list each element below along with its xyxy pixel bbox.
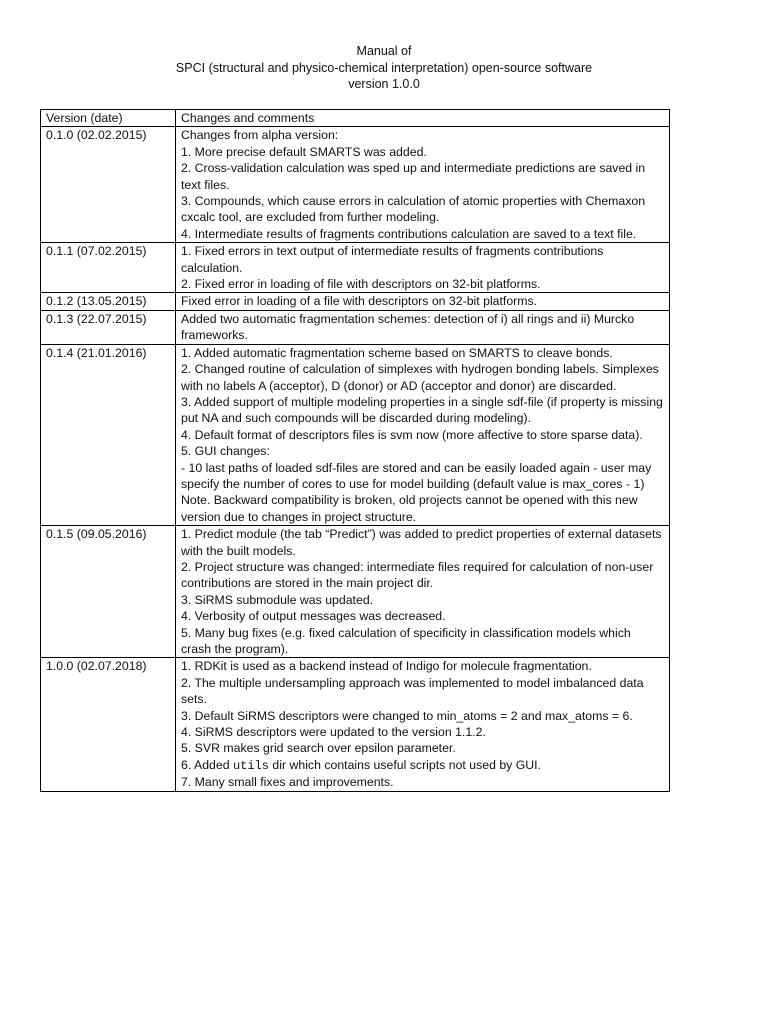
table-row xyxy=(41,293,670,310)
table-header-row xyxy=(41,110,670,127)
change-line: - 10 last paths of loaded sdf-files are stored and can be easily loaded again - user may specify the number of cores to use for model building (default value is max_cores - 1) xyxy=(181,460,652,491)
change-line: 4. Default format of descriptors files is svm now (more affective to store sparse data). xyxy=(181,427,643,442)
change-line: 2. The multiple undersampling approach was implemented to model imbalanced data sets. xyxy=(181,675,644,707)
change-line: 4. SiRMS descriptors were updated to the version 1.1.2. xyxy=(181,725,486,740)
change-line: 5. Many bug fixes (e.g. fixed calculation of specificity in classification models which crash the program). xyxy=(181,625,631,656)
version-cell: 0.1.4 (21.01.2016) xyxy=(41,344,176,525)
version-cell: 0.1.2 (13.05.2015) xyxy=(41,293,176,310)
version-cell: 0.1.1 (07.02.2015) xyxy=(41,243,176,293)
change-line: 2. Cross-validation calculation was sped up and intermediate predictions are saved in text files. xyxy=(181,161,646,192)
column-header-version: Version (date) xyxy=(41,110,176,127)
version-cell: 0.1.5 (09.05.2016) xyxy=(41,526,176,658)
change-line: 1. Added automatic fragmentation scheme based on SMARTS to cleave bonds. xyxy=(181,345,613,360)
version-cell: 1.0.0 (02.07.2018) xyxy=(41,658,176,791)
version-cell: 0.1.0 (02.02.2015) xyxy=(41,127,176,243)
change-line: 5. SVR makes grid search over epsilon parameter. xyxy=(181,741,456,756)
table-row xyxy=(41,127,670,243)
changes-cell xyxy=(176,310,670,344)
table-row xyxy=(41,310,670,344)
software-name: SPCI (structural and physico-chemical interpretation) open-source software xyxy=(175,60,593,75)
change-line: 5. GUI changes: xyxy=(181,444,270,459)
changes-cell xyxy=(176,293,670,310)
changes-cell xyxy=(176,526,670,658)
change-line: 1. Fixed errors in text output of intermediate results of fragments contributions calculation. xyxy=(181,244,604,275)
change-line: 3. Default SiRMS descriptors were changed to min_atoms = 2 and max_atoms = 6. xyxy=(181,708,633,723)
change-line-prefix: 6. Added xyxy=(181,757,233,772)
change-line: 1. Predict module (the tab “Predict”) was added to predict properties of external datasets with the built models. xyxy=(181,527,662,558)
change-line: 3. SiRMS submodule was updated. xyxy=(181,592,374,607)
table-row xyxy=(41,344,670,525)
version-label: version 1.0.0 xyxy=(348,77,420,91)
change-line: 3. Compounds, which cause errors in calculation of atomic properties with Chemaxon cxcalc tool, are excluded from further modeling. xyxy=(181,194,646,225)
version-cell: 0.1.3 (22.07.2015) xyxy=(41,310,176,344)
change-line: 2. Fixed error in loading of file with descriptors on 32-bit platforms. xyxy=(181,277,541,292)
change-line: 1. RDKit is used as a backend instead of Indigo for molecule fragmentation. xyxy=(181,659,592,674)
changes-cell xyxy=(176,243,670,293)
change-line-suffix: dir which contains useful scripts not used by GUI. xyxy=(268,757,542,772)
manual-title: Manual of xyxy=(356,44,412,58)
change-line: 2. Project structure was changed: intermediate files required for calculation of non-user contributions are stored in the main project dir. xyxy=(181,559,654,591)
change-line: 7. Many small fixes and improvements. xyxy=(181,775,394,790)
change-line: 2. Changed routine of calculation of simplexes with hydrogen bonding labels. Simplexes with no labels A (acceptor), D (donor) or AD (acceptor and donor) are discarded. xyxy=(181,362,659,393)
change-line: Added two automatic fragmentation schemes: detection of i) all rings and ii) Murcko frameworks. xyxy=(181,311,635,343)
table-row xyxy=(41,243,670,293)
change-line: 4. Verbosity of output messages was decreased. xyxy=(181,609,446,624)
table-row xyxy=(41,526,670,658)
column-header-changes: Changes and comments xyxy=(176,110,670,127)
change-line: Note. Backward compatibility is broken, old projects cannot be opened with this new version due to changes in project structure. xyxy=(181,493,638,524)
change-line: 3. Added support of multiple modeling properties in a single sdf-file (if property is missing put NA and such compounds will be discarded during modeling). xyxy=(181,394,663,426)
document-header xyxy=(0,43,768,93)
utils-dir-code: utils xyxy=(232,758,269,773)
change-line: 1. More precise default SMARTS was added. xyxy=(181,144,427,159)
changes-cell xyxy=(176,344,670,525)
change-line: Fixed error in loading of a file with descriptors on 32-bit platforms. xyxy=(181,294,538,309)
table-row xyxy=(41,658,670,791)
changelog-table xyxy=(40,109,670,792)
changes-cell xyxy=(176,658,670,791)
change-line-utils xyxy=(181,757,664,774)
change-line: Changes from alpha version: xyxy=(181,128,339,143)
changes-cell xyxy=(176,127,670,243)
change-line: 4. Intermediate results of fragments contributions calculation are saved to a text file. xyxy=(181,226,637,241)
